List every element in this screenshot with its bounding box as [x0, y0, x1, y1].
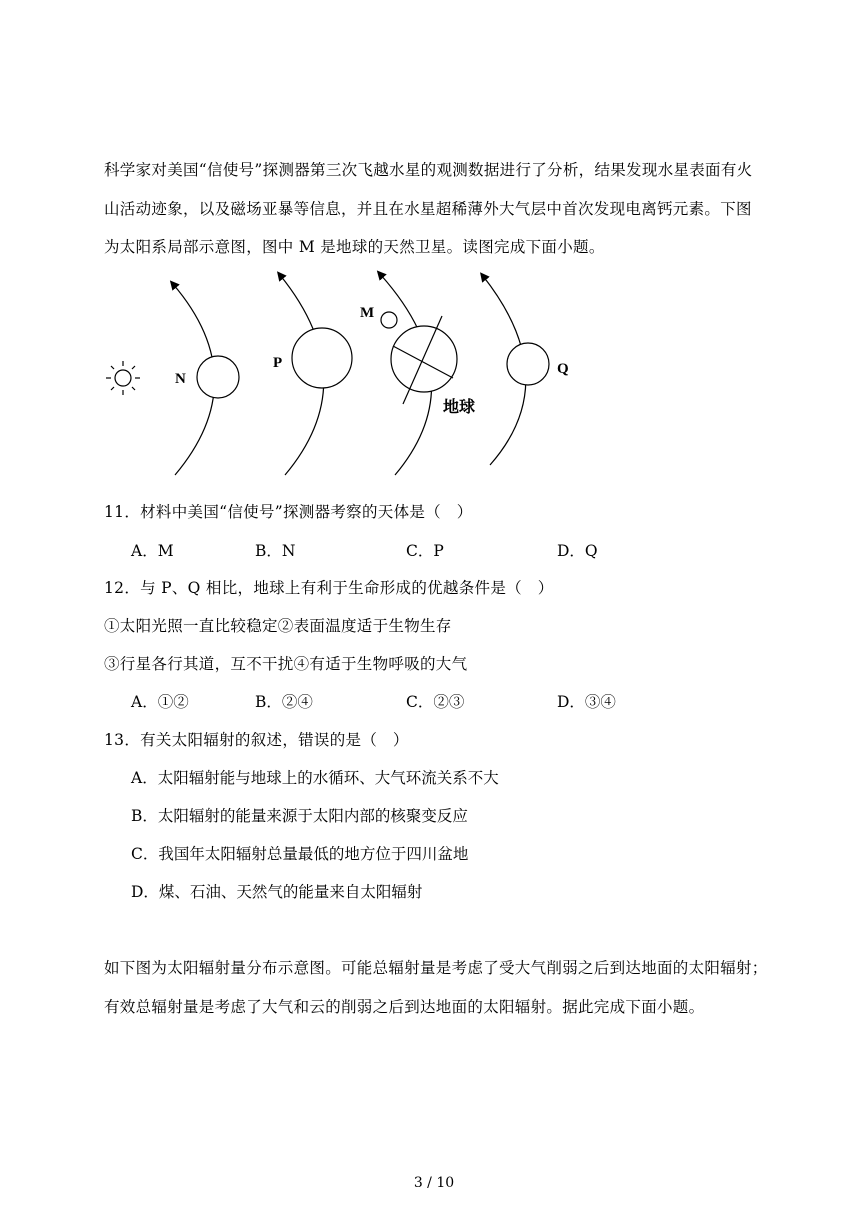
q11-option-c: C．P — [406, 542, 444, 560]
passage1-line-3: 为太阳系局部示意图，图中 M 是地球的天然卫星。读图完成下面小题。 — [104, 238, 605, 256]
label-m: M — [360, 305, 375, 321]
label-q: Q — [557, 361, 569, 377]
label-n: N — [175, 371, 186, 387]
q12-option-d: D．③④ — [557, 693, 616, 711]
q11-option-b: B．N — [255, 542, 296, 560]
q11-option-d: D．Q — [557, 542, 598, 560]
q11-stem: 11．材料中美国“信使号”探测器考察的天体是（ ） — [104, 503, 473, 521]
q12-stem: 12．与 P、Q 相比，地球上有利于生命形成的优越条件是（ ） — [104, 579, 554, 597]
label-p: P — [273, 355, 283, 371]
label-earth: 地球 — [443, 397, 476, 416]
q12-option-a: A．①② — [131, 693, 189, 711]
planet-p — [292, 328, 352, 388]
q12-line-2: ③行星各行其道，互不干扰④有适于生物呼吸的大气 — [104, 655, 468, 673]
q13-option-a: A．太阳辐射能与地球上的水循环、大气环流关系不大 — [131, 769, 499, 787]
q13-stem: 13．有关太阳辐射的叙述，错误的是（ ） — [104, 731, 409, 749]
passage1-line-1: 科学家对美国“信使号”探测器第三次飞越水星的观测数据进行了分析，结果发现水星表面有火 — [104, 161, 753, 179]
q12-option-c: C．②③ — [406, 693, 465, 711]
q13-option-b: B．太阳辐射的能量来源于太阳内部的核聚变反应 — [131, 807, 468, 825]
passage2-line-1: 如下图为太阳辐射量分布示意图。可能总辐射量是考虑了受大气削弱之后到达地面的太阳辐射； — [104, 959, 768, 977]
q13-option-d: D．煤、石油、天然气的能量来自太阳辐射 — [131, 883, 423, 901]
sun-icon — [106, 361, 140, 395]
planet-q — [507, 343, 549, 385]
passage1-line-2: 山活动迹象，以及磁场亚暴等信息，并且在水星超稀薄外大气层中首次发现电离钙元素。下图 — [104, 200, 752, 218]
passage2-line-2: 有效总辐射量是考虑了大气和云的削弱之后到达地面的太阳辐射。据此完成下面小题。 — [104, 998, 705, 1016]
q12-option-b: B．②④ — [255, 693, 313, 711]
solar-system-diagram — [95, 270, 569, 480]
moon-m — [381, 312, 397, 328]
planet-n — [197, 356, 239, 398]
q13-option-c: C．我国年太阳辐射总量最低的地方位于四川盆地 — [131, 845, 469, 863]
q12-line-1: ①太阳光照一直比较稳定②表面温度适于生物生存 — [104, 617, 452, 635]
page-number: 3 / 10 — [413, 1175, 455, 1191]
planet-earth — [391, 326, 457, 392]
q11-option-a: A．M — [131, 542, 174, 560]
